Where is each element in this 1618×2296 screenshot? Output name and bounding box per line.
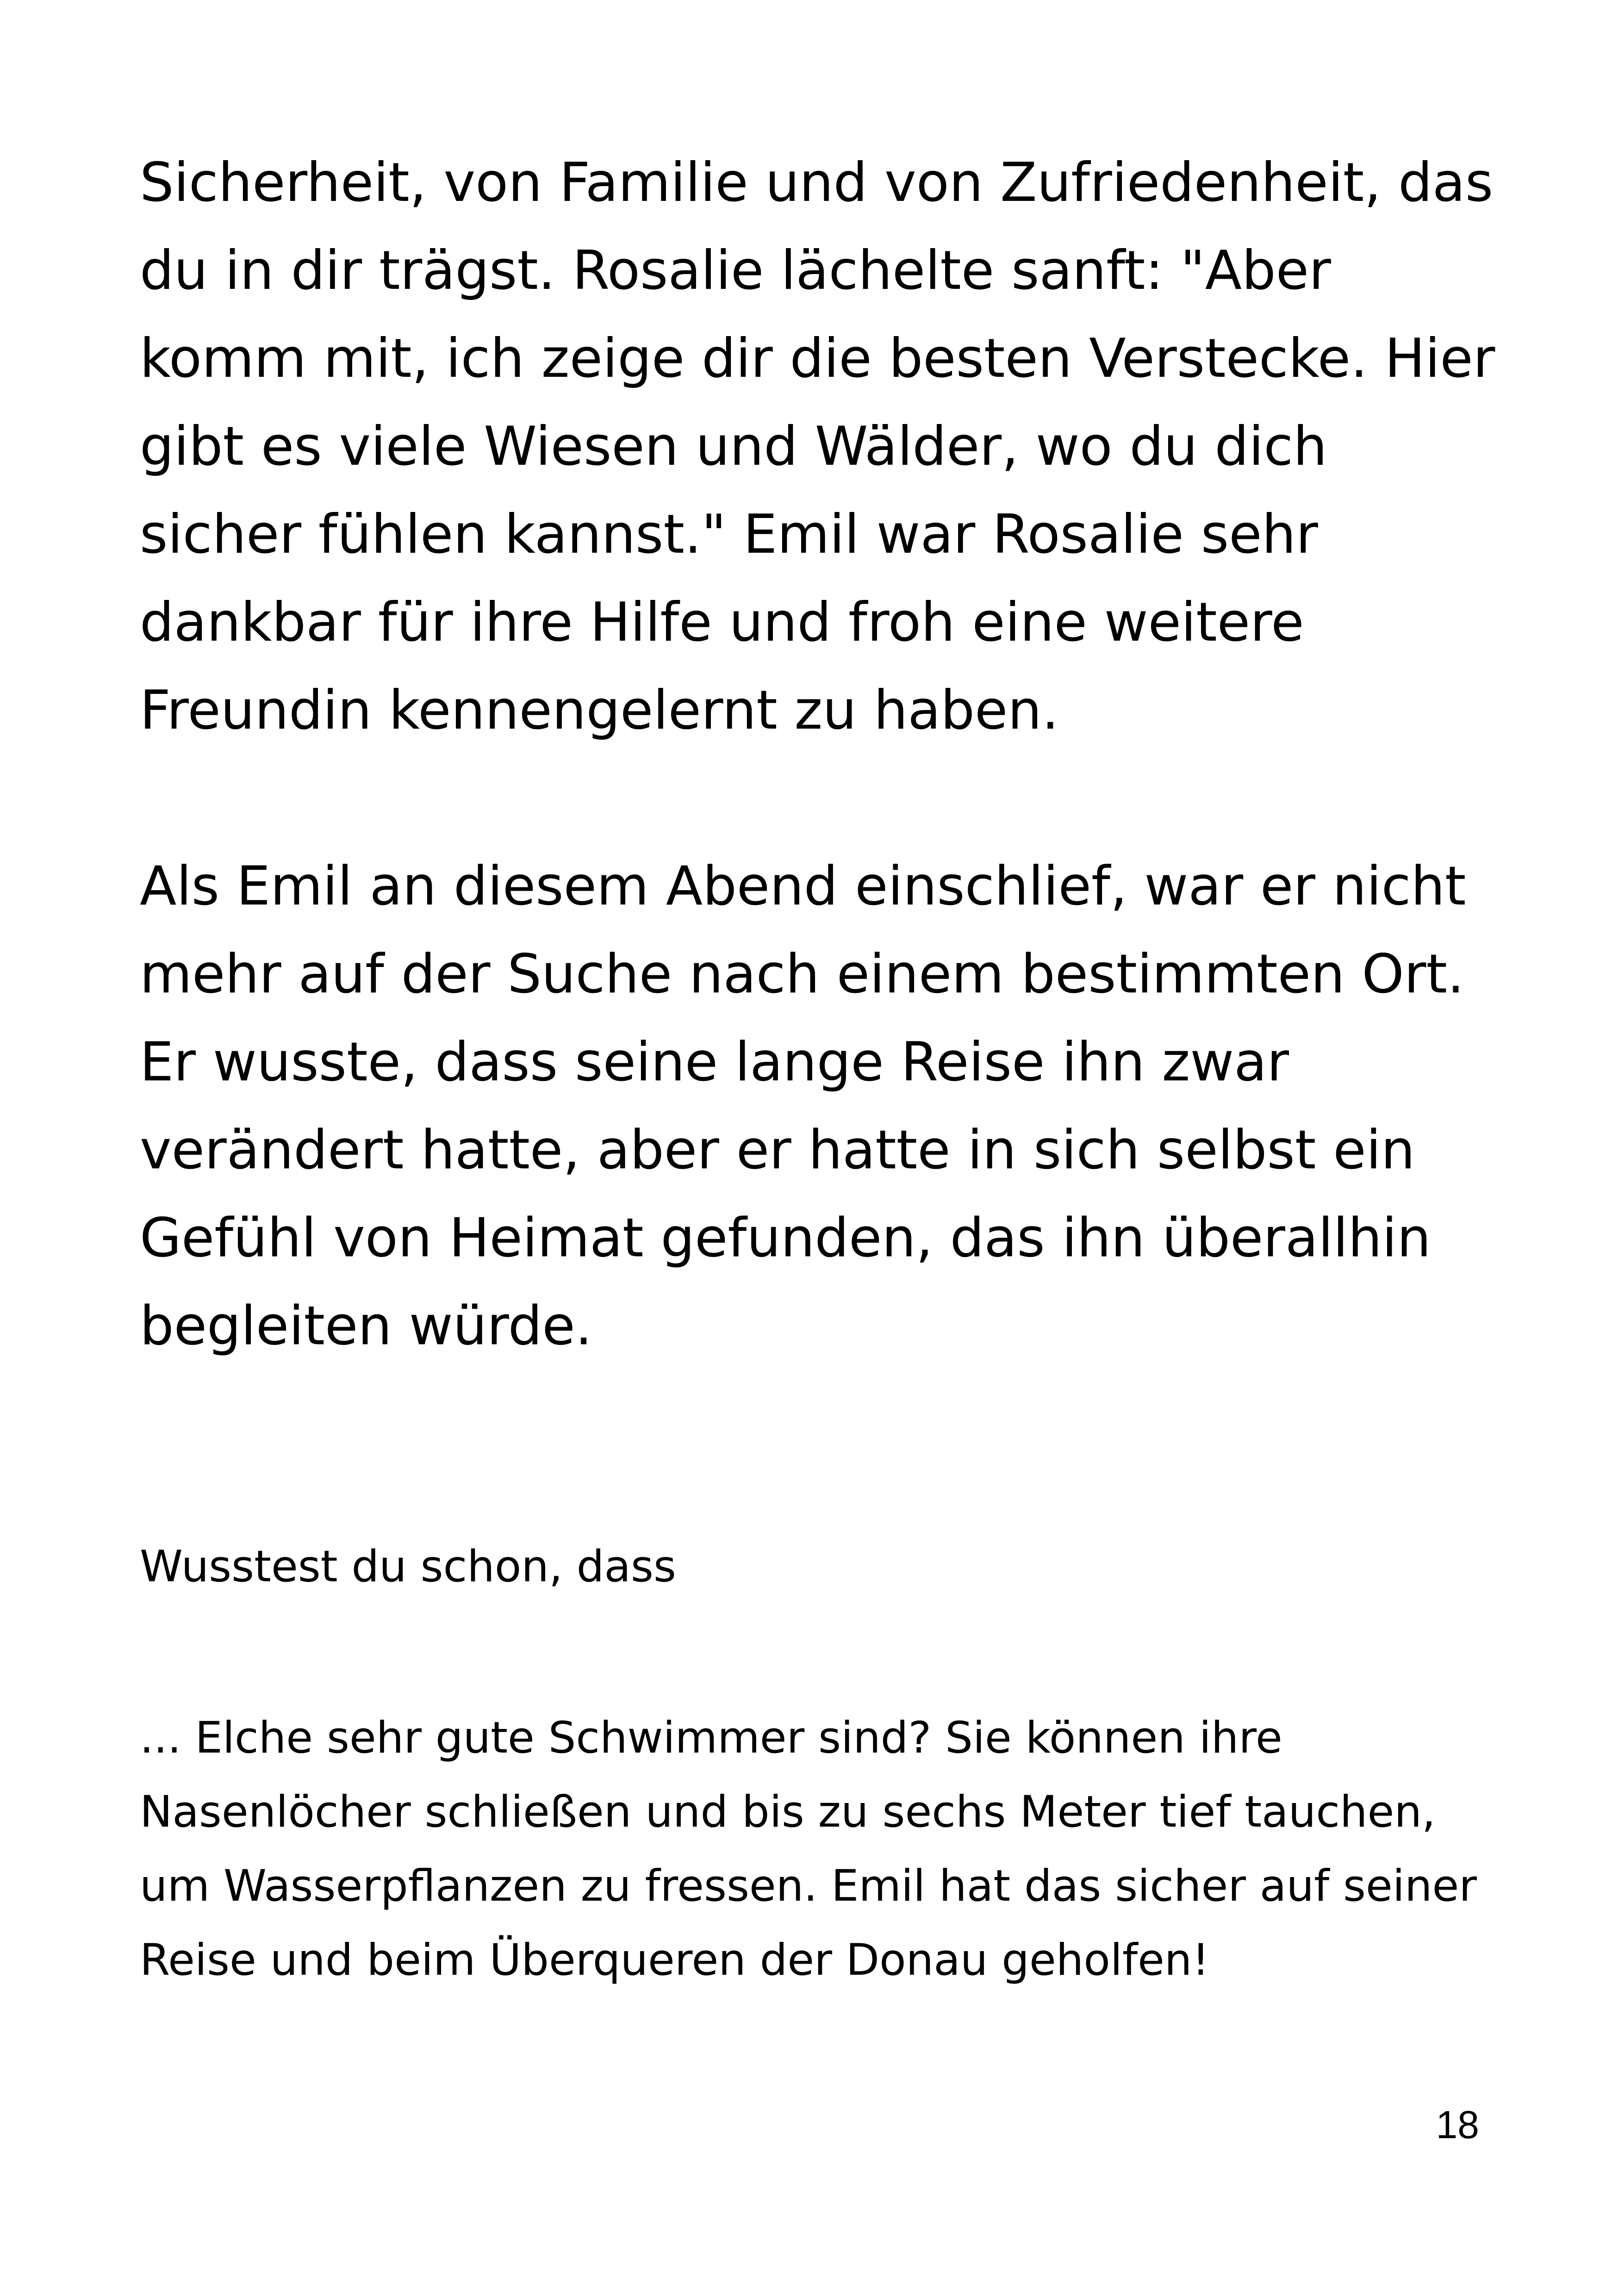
- fact-box-heading: Wusstest du schon, dass: [140, 1541, 676, 1592]
- story-paragraph: Als Emil an diesem Abend einschlief, war er nicht mehr auf der Suche nach einem bestimmten Ort. Er wusste, dass seine lange Reise ihn zwar verändert hatte, aber er hatte in sich selbst ein Gefühl von Heimat gefunden, das ihn überallhin begleiten würde.: [140, 855, 1466, 1357]
- story-paragraph: Sicherheit, von Familie und von Zufriedenheit, das du in dir trägst. Rosalie lächelte sanft: "Aber komm mit, ich zeige dir die besten Verstecke. Hier gibt es viele Wiesen und Wälder, wo du dich sicher fühlen kannst." Emil war Rosalie sehr dankbar für ihre Hilfe und froh eine weitere Freundin kennengelernt zu haben.: [140, 151, 1495, 742]
- page-number: 18: [1436, 2103, 1479, 2146]
- fact-box-text: ... Elche sehr gute Schwimmer sind? Sie können ihre Nasenlöcher schließen und bis zu sechs Meter tief tauchen, um Wasserpflanzen zu fressen. Emil hat das sicher auf seiner Reise und beim Überqueren der Donau geholfen!: [140, 1713, 1477, 1985]
- story-text: [140, 139, 1505, 1370]
